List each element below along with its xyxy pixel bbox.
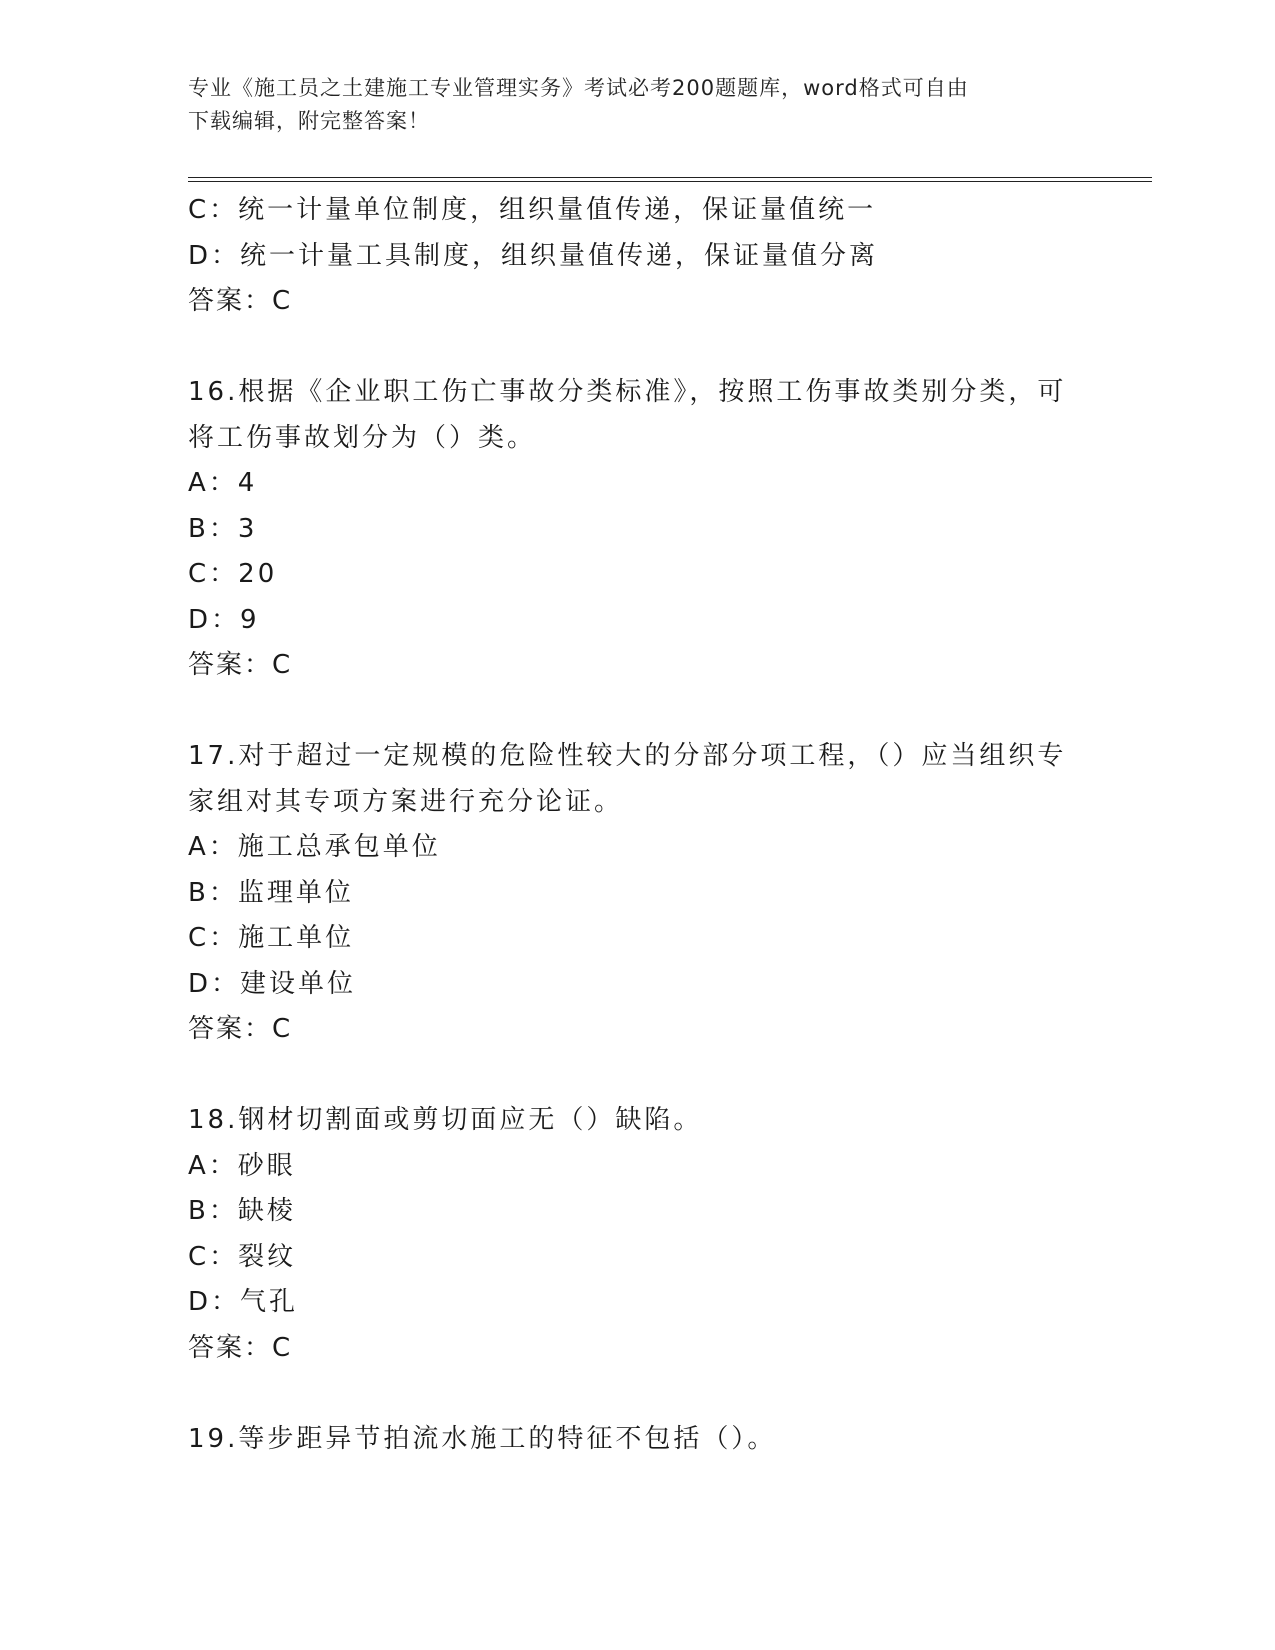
question-text-line: 17.对于超过一定规模的危险性较大的分部分项工程，（）应当组织专 [188,741,1067,771]
question-text-line: 家组对其专项方案进行充分论证。 [188,786,624,817]
answer-line: 答案：C [188,1014,293,1044]
question-19 [188,1417,1088,1463]
spacer [188,325,1088,371]
option-a: A：砂眼 [188,1150,296,1181]
option-b: B：缺棱 [188,1196,296,1226]
header-rule-bottom [188,181,1152,182]
question-text-line: 18.钢材切割面或剪切面应无（）缺陷。 [188,1105,703,1135]
header-rule-top [188,177,1152,178]
answer-line: 答案：C [188,1332,293,1363]
option-a: A：4 [188,468,258,498]
option-d: D：统一计量工具制度，组织量值传递，保证量值分离 [188,240,879,271]
continued-question [188,188,1088,325]
spacer [188,1053,1088,1099]
option-c: C：施工单位 [188,923,355,953]
document-header [188,72,1088,138]
spacer [188,1371,1088,1417]
header-line-1: 专业《施工员之土建施工专业管理实务》考试必考200题题库，word格式可自由 [188,76,969,100]
header-line-2: 下载编辑，附完整答案！ [188,109,430,133]
option-b: B：3 [188,513,258,544]
option-d: D：建设单位 [188,968,357,999]
option-c: C：统一计量单位制度，组织量值传递，保证量值统一 [188,195,877,225]
option-c: C：裂纹 [188,1241,297,1272]
question-16 [188,370,1088,689]
option-c: C：20 [188,559,278,589]
question-17 [188,734,1088,1053]
question-text-line: 将工伤事故划分为（）类。 [188,422,537,453]
answer-line: 答案：C [188,650,293,680]
question-text-line: 16.根据《企业职工伤亡事故分类标准》，按照工伤事故类别分类，可 [188,377,1067,407]
answer-line: 答案：C [188,286,293,316]
question-18 [188,1098,1088,1371]
option-d: D：气孔 [188,1287,299,1317]
spacer [188,689,1088,735]
option-d: D：9 [188,604,260,635]
option-a: A：施工总承包单位 [188,832,441,862]
question-text-line: 19.等步距异节拍流水施工的特征不包括（）。 [188,1423,777,1454]
option-b: B：监理单位 [188,877,354,908]
question-content [188,188,1088,1462]
